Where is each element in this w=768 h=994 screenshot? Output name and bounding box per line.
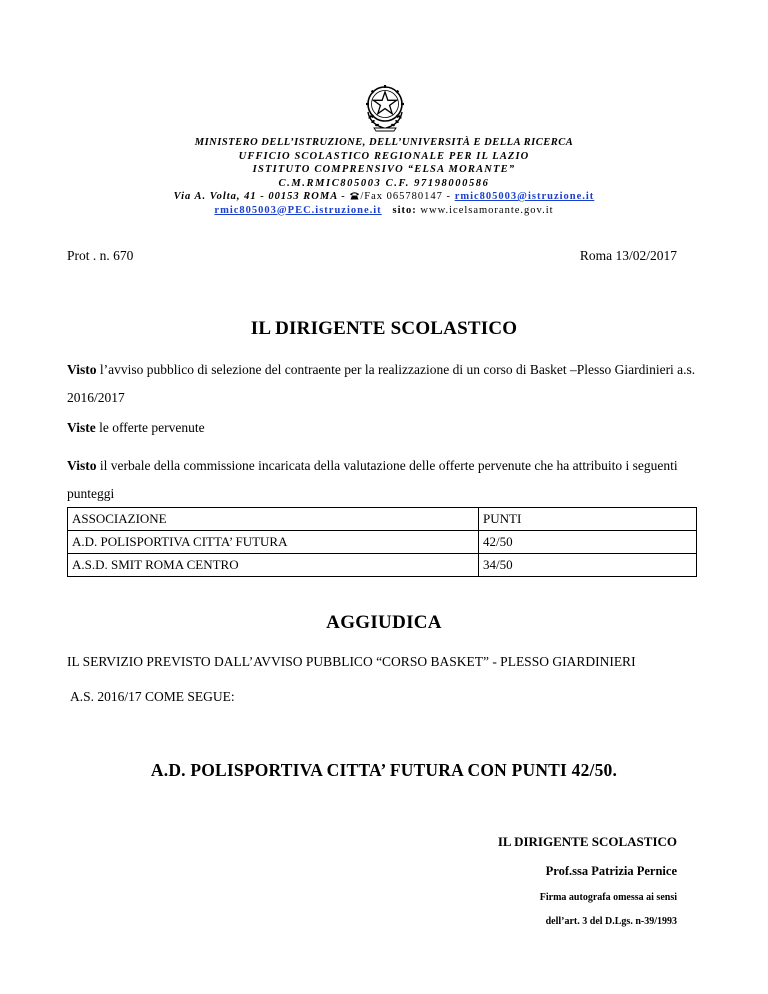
main-title: IL DIRIGENTE SCOLASTICO (250, 318, 518, 339)
paragraph-verbale (67, 452, 697, 508)
paragraph-avviso (67, 356, 697, 412)
address-text: Via A. Volta, 41 - 00153 ROMA - (173, 191, 350, 202)
signature-name: Prof.ssa Patrizia Pernice (545, 864, 677, 878)
table-header-row (68, 508, 697, 531)
telephone-icon (349, 191, 360, 200)
offerte-text: le offerte pervenute (95, 420, 205, 435)
school-line: ISTITUTO COMPRENSIVO “ELSA MORANTE” (252, 164, 516, 175)
office-line: UFFICIO SCOLASTICO REGIONALE PER IL LAZIO (238, 150, 530, 162)
protocol-number: Prot . n. 670 (67, 248, 134, 263)
table-row (68, 531, 697, 554)
visto-label: Visto (67, 362, 97, 377)
email-link[interactable]: rmic805003@istruzione.it (454, 191, 595, 202)
avviso-text: l’avviso pubblico di selezione del contraente per la realizzazione di un corso di Basket –Plesso Giardinieri a.s. 2016/2017 (67, 362, 696, 405)
scores-table (67, 507, 697, 577)
header-punti: PUNTI (479, 508, 697, 531)
letterhead (0, 136, 768, 217)
signature-note: Firma autografa omessa ai sensi (539, 892, 677, 903)
points-cell: 42/50 (479, 531, 697, 554)
phone-fax-text: /Fax 065780147 - (360, 191, 455, 202)
web-line (0, 204, 768, 218)
site-label: sito: (392, 204, 417, 216)
site-text: www.icelsamorante.gov.it (420, 204, 554, 216)
verbale-text: il verbale della commissione incaricata della valutazione delle offerte pervenute che ha attribuito i seguenti punteggi (67, 458, 678, 501)
italian-republic-emblem-icon (362, 82, 408, 132)
document-date: Roma 13/02/2017 (579, 248, 677, 263)
codes-line: C.M.RMIC805003 C.F. 97198000586 (278, 177, 490, 189)
association-cell: A.S.D. SMIT ROMA CENTRO (68, 554, 479, 577)
association-cell: A.D. POLISPORTIVA CITTA’ FUTURA (68, 531, 479, 554)
visto-label: Visto (67, 458, 97, 473)
table-row (68, 554, 697, 577)
winner-statement: A.D. POLISPORTIVA CITTA’ FUTURA CON PUNTI 42/50. (150, 760, 618, 780)
service-line: IL SERVIZIO PREVISTO DALL’AVVISO PUBBLICO “CORSO BASKET” - PLESSO GIARDINIERI (67, 654, 636, 669)
ministry-line: MINISTERO DELL’ISTRUZIONE, DELL’UNIVERSITÀ E DELLA RICERCA (194, 137, 574, 148)
year-line: A.S. 2016/17 COME SEGUE: (70, 689, 235, 704)
signature-note-law: dell’art. 3 del D.Lgs. n-39/1993 (545, 916, 677, 927)
viste-label: Viste (67, 420, 96, 435)
points-cell: 34/50 (479, 554, 697, 577)
aggiudica-title: AGGIUDICA (326, 612, 442, 633)
contact-line (0, 190, 768, 204)
signature-role: IL DIRIGENTE SCOLASTICO (497, 834, 677, 849)
header-associazione: ASSOCIAZIONE (68, 508, 479, 531)
pec-link[interactable]: rmic805003@PEC.istruzione.it (214, 204, 382, 216)
paragraph-offerte (67, 414, 697, 442)
